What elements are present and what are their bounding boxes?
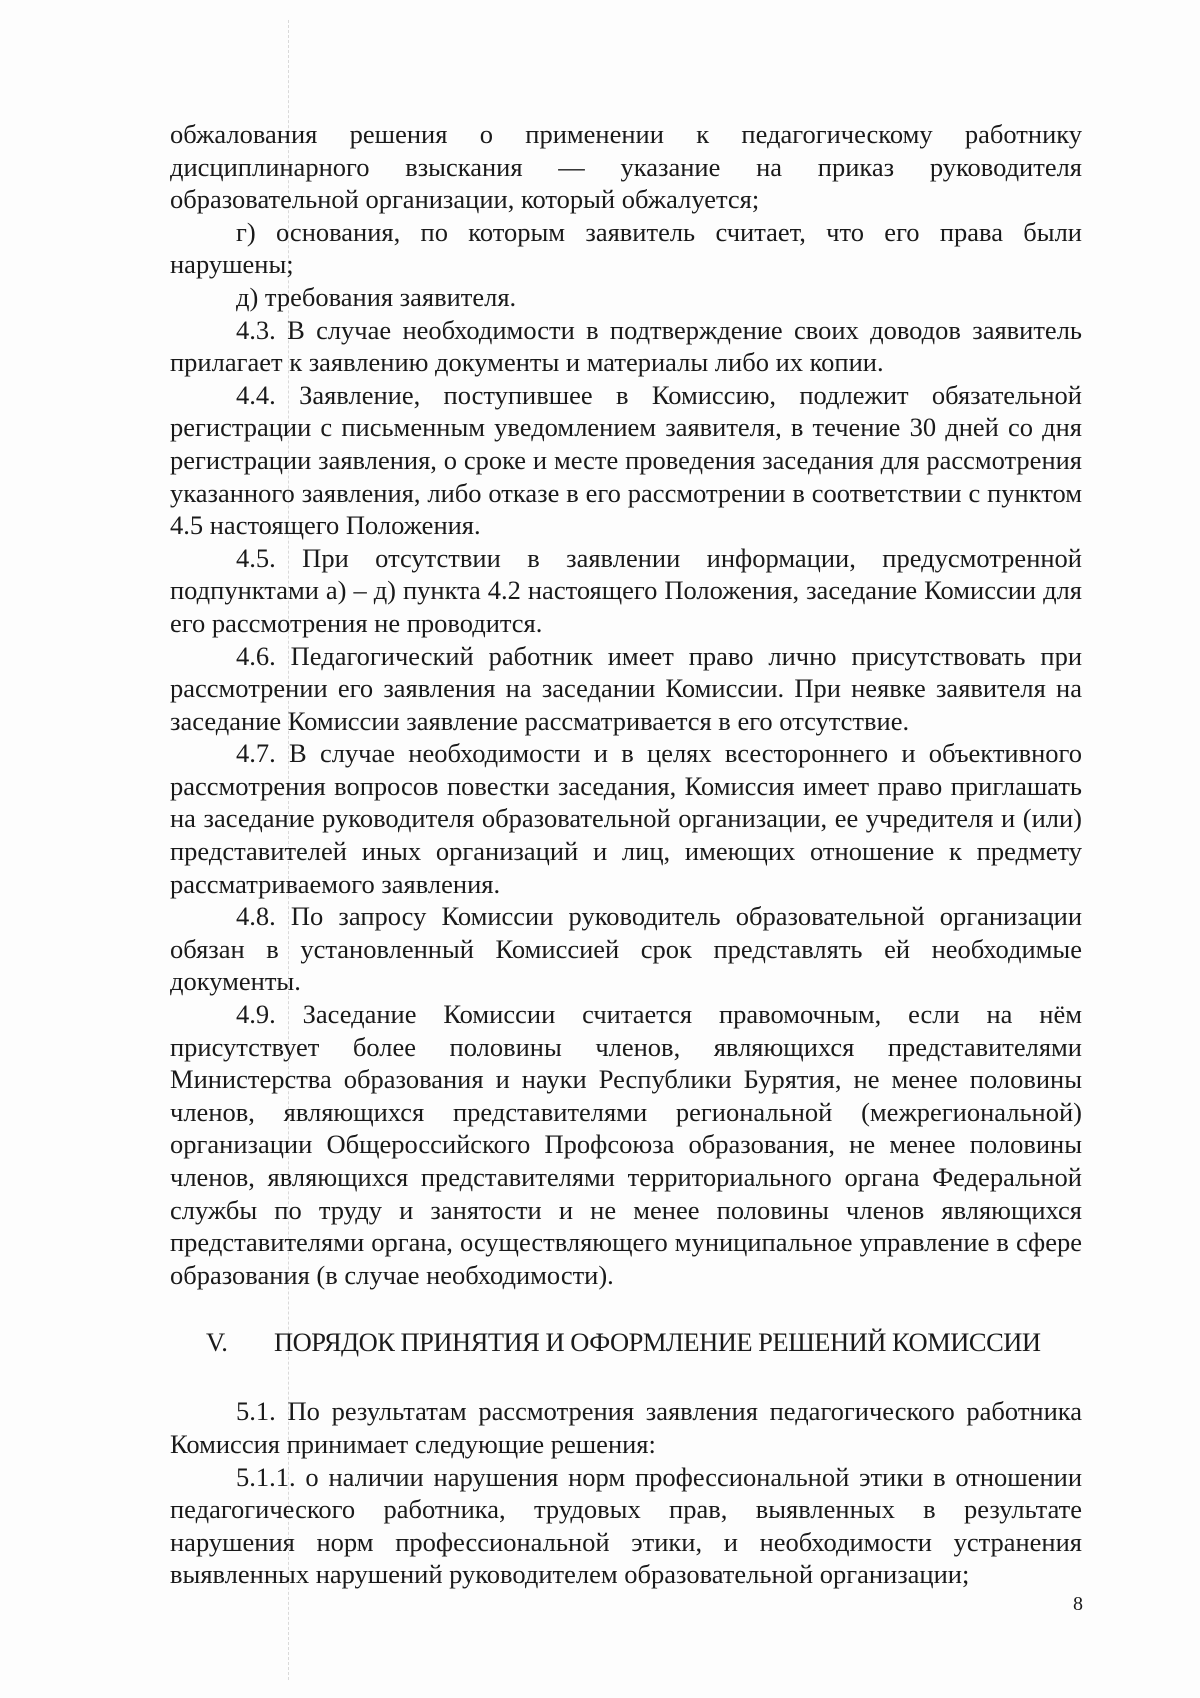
paragraph-4-4: 4.4. Заявление, поступившее в Комиссию, подлежит обязательной регистрации с письменным уведомлением заявителя, в течение 30 дней со дня регистрации заявления, о сроке и месте проведения заседания для рассмотрения указанного заявления, либо отказе в его рассмотрении в соответствии с пунктом 4.5 настоящего Положения.	[170, 379, 1082, 541]
paragraph-4-3: 4.3. В случае необходимости в подтверждение своих доводов заявитель прилагает к заявлению документы и материалы либо их копии.	[170, 314, 1082, 378]
paragraph-4-9: 4.9. Заседание Комиссии считается правомочным, если на нём присутствует более половины членов, являющихся представителями Министерства образования и науки Республики Бурятия, не менее половины членов, являющихся представителями региональной (межрегиональной) организации Общероссийского Профсоюза образования, не менее половины членов, являющихся представителями территориального органа Федеральной службы по труду и занятости и не менее половины членов являющихся представителями органа, осуществляющего муниципальное управление в сфере образования (в случае необходимости).	[170, 999, 1082, 1290]
section-number: V.	[206, 1327, 228, 1358]
document-body	[170, 118, 1082, 1591]
paragraph-5-1-1: 5.1.1. о наличии нарушения норм профессиональной этики в отношении педагогического работника, трудовых прав, выявленных в результате нарушения норм профессиональной этики, и необходимости устранения выявленных нарушений руководителем образовательной организации;	[170, 1461, 1082, 1590]
section-heading	[206, 1325, 1082, 1359]
paragraph-4-6: 4.6. Педагогический работник имеет право лично присутствовать при рассмотрении его заявления на заседании Комиссии. При неявке заявителя на заседание Комиссии заявление рассматривается в его отсутствие.	[170, 640, 1082, 736]
paragraph-5-1: 5.1. По результатам рассмотрения заявления педагогического работника Комиссия принимает следующие решения:	[170, 1396, 1082, 1459]
section-title: ПОРЯДОК ПРИНЯТИЯ И ОФОРМЛЕНИЕ РЕШЕНИЙ КОМИССИИ	[274, 1327, 1041, 1358]
page-number: 8	[1073, 1593, 1083, 1615]
paragraph-4-5: 4.5. При отсутствии в заявлении информации, предусмотренной подпунктами а) – д) пункта 4.2 настоящего Положения, заседание Комиссии для его рассмотрения не проводится.	[170, 542, 1082, 638]
paragraph: д) требования заявителя.	[236, 281, 517, 312]
paragraph: г) основания, по которым заявитель считает, что его права были нарушены;	[170, 216, 1082, 280]
paragraph-4-8: 4.8. По запросу Комиссии руководитель образовательной организации обязан в установленный Комиссией срок представлять ей необходимые документы.	[170, 901, 1082, 997]
paragraph-4-7: 4.7. В случае необходимости и в целях всестороннего и объективного рассмотрения вопросов повестки заседания, Комиссия имеет право приглашать на заседание руководителя образовательной организации, ее учредителя и (или) представителей иных организаций и лиц, имеющих отношение к предмету рассматриваемого заявления.	[170, 738, 1082, 899]
paragraph: обжалования решения о применении к педагогическому работнику дисциплинарного взыскания — указание на приказ руководителя образовательной организации, который обжалуется;	[170, 119, 1082, 215]
